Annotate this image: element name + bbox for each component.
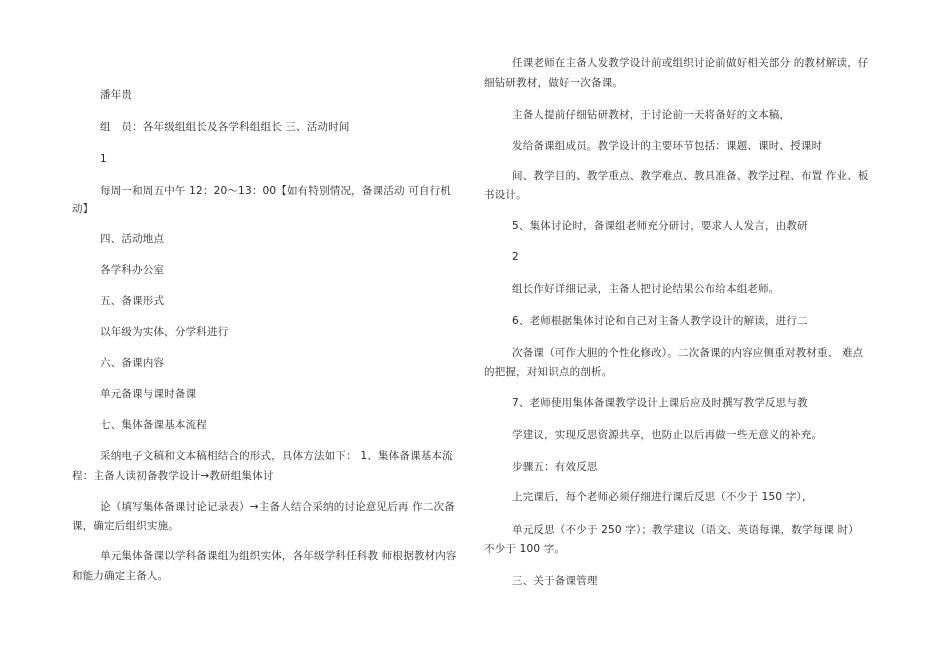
section-heading: 六、备课内容 xyxy=(100,357,165,369)
paragraph: 发给备课组成员。教学设计的主要环节包括：课题、课时、授课时 xyxy=(512,140,823,152)
paragraph: 组长作好详细记录，主备人把讨论结果公布给本组老师。 xyxy=(512,283,780,295)
paragraph: 单元反思（不少于 250 字）；教学建议（语文、英语每课，数学每课 时） xyxy=(512,524,860,536)
section-heading: 五、备课形式 xyxy=(100,295,165,307)
paragraph: 7、老师使用集体备课教学设计上课后应及时撰写教学反思与教 xyxy=(512,397,808,409)
paragraph-continued: 细钻研教材，做好一次备课。 xyxy=(484,77,624,89)
paragraph: 各学科办公室 xyxy=(100,264,165,276)
paragraph-continued: 动】 xyxy=(72,203,94,215)
paragraph-continued: 和能力确定主备人。 xyxy=(72,570,169,582)
paragraph: 组 员：各年级组组长及各学科组组长 三、活动时间 xyxy=(100,121,350,133)
paragraph-continued: 程：主备人读初备教学设计→教研组集体讨 xyxy=(72,470,274,482)
section-heading: 步骤五：有效反思 xyxy=(512,461,598,473)
paragraph: 每周一和周五中午 12：20～13：00【如有特别情况，备课活动 可自行机 xyxy=(100,185,452,197)
paragraph: 以年级为实体，分学科进行 xyxy=(100,326,229,338)
paragraph: 次备课（可作大胆的个性化修改）。二次备课的内容应侧重对教材重、 难点 xyxy=(512,347,864,359)
paragraph: 学建议，实现反思资源共享，也防止以后再做一些无意义的补充。 xyxy=(512,429,823,441)
paragraph: 间、教学目的、教学重点、教学难点、教具准备、教学过程、布置 作业、板 xyxy=(512,170,869,182)
paragraph-continued: 的把握，对知识点的剖析。 xyxy=(484,366,613,378)
paragraph: 单元备课与课时备课 xyxy=(100,388,197,400)
section-heading: 四、活动地点 xyxy=(100,233,165,245)
paragraph: 6、老师根据集体讨论和自己对主备人教学设计的解读，进行二 xyxy=(512,315,808,327)
section-heading: 三、关于备课管理 xyxy=(512,575,598,587)
paragraph: 论（填写集体备课讨论记录表）→主备人结合采纳的讨论意见后再 作二次备 xyxy=(100,501,455,513)
paragraph: 5、集体讨论时，备课组老师充分研讨，要求人人发言，由教研 xyxy=(512,220,808,232)
page-number: 2 xyxy=(512,251,519,263)
paragraph-continued: 书设计。 xyxy=(484,189,527,201)
paragraph-continued: 不少于 100 字。 xyxy=(484,543,566,555)
paragraph: 主备人提前仔细钻研教材，于讨论前一天将备好的文本稿， xyxy=(512,109,791,121)
page-number: 1 xyxy=(100,153,107,165)
paragraph: 任课老师在主备人发教学设计前或组织讨论前做好相关部分 的教材解读，仔 xyxy=(512,57,869,69)
paragraph-continued: 课，确定后组织实施。 xyxy=(72,520,179,532)
paragraph: 单元集体备课以学科备课组为组织实体，各年级学科任科教 师根据教材内容 xyxy=(100,550,457,562)
section-heading: 七、集体备课基本流程 xyxy=(100,419,207,431)
paragraph: 采纳电子文稿和文本稿相结合的形式，具体方法如下： 1、集体备课基本流 xyxy=(100,450,453,462)
author-line: 潘年贵 xyxy=(100,89,133,101)
paragraph: 上完课后，每个老师必须仔细进行课后反思（不少于 150 字）， xyxy=(512,491,813,503)
